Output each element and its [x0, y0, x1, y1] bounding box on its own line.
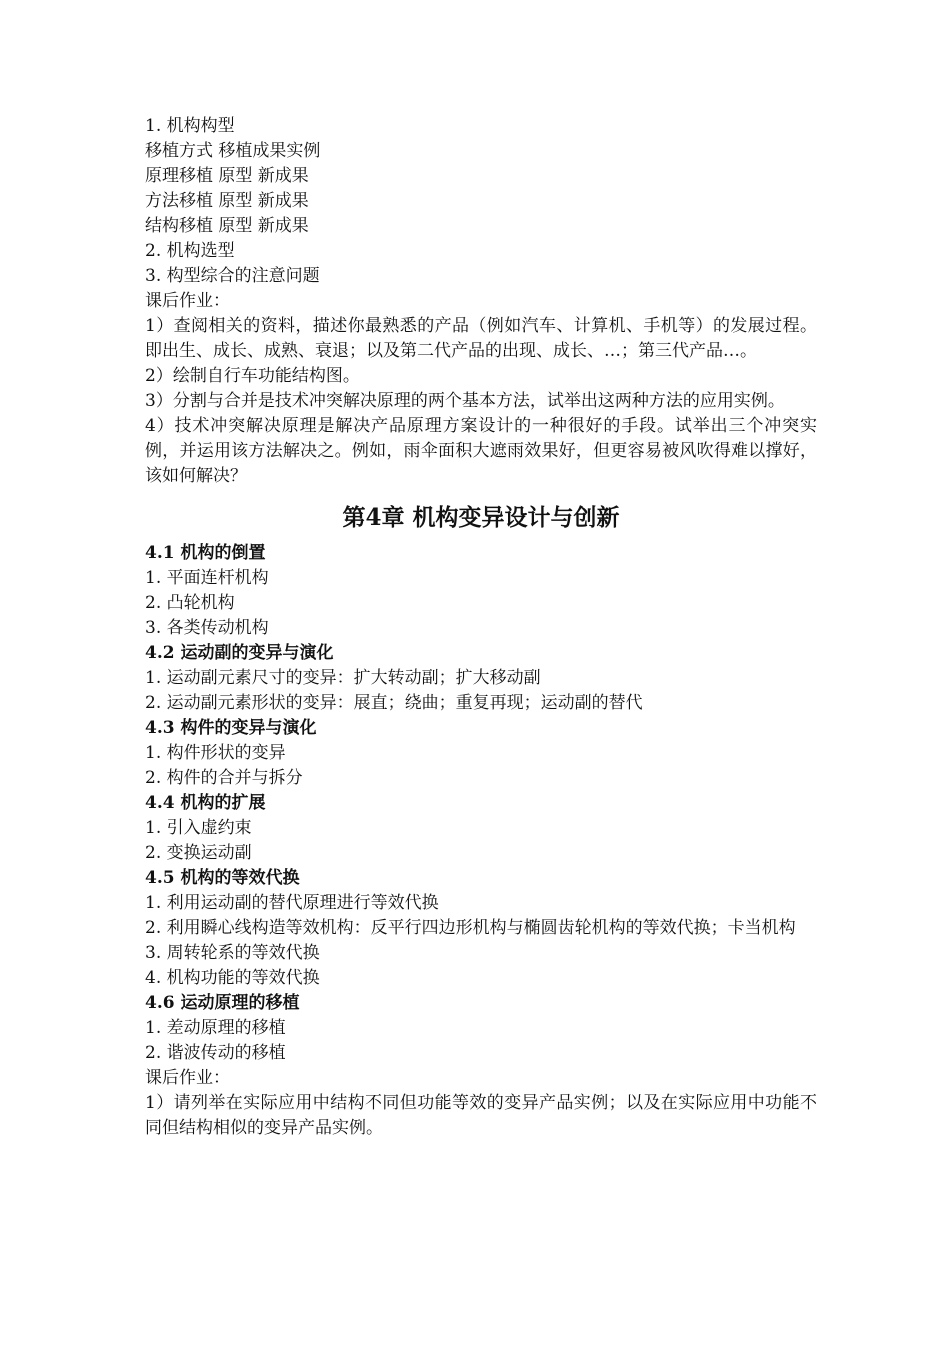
chapter-title: 第4章 机构变异设计与创新 [342, 504, 620, 531]
list-item: 2. 构件的合并与拆分 [145, 768, 303, 788]
list-item: 1. 机构构型 [145, 116, 235, 136]
section-heading: 4.1 机构的倒置 [145, 543, 266, 563]
homework-item: 1）请列举在实际应用中结构不同但功能等效的变异产品实例；以及在实际应用中功能不同但结构相似的变异产品实例。 [145, 1093, 817, 1138]
section-heading: 4.5 机构的等效代换 [145, 868, 300, 888]
homework-label: 课后作业： [145, 1068, 230, 1088]
section-heading: 4.3 构件的变异与演化 [145, 718, 317, 738]
list-item: 2. 机构选型 [145, 241, 235, 261]
document-body [145, 114, 817, 1141]
homework-label: 课后作业： [145, 291, 230, 311]
list-item: 2. 运动副元素形状的变异：展直；绕曲；重复再现；运动副的替代 [145, 693, 643, 713]
homework-item: 3）分割与合并是技术冲突解决原理的两个基本方法，试举出这两种方法的应用实例。 [145, 391, 785, 411]
homework-item: 2）绘制自行车功能结构图。 [145, 366, 360, 386]
section-heading: 4.6 运动原理的移植 [145, 993, 300, 1013]
list-item: 1. 利用运动副的替代原理进行等效代换 [145, 893, 439, 913]
list-item: 原理移植 原型 新成果 [145, 166, 309, 186]
list-item: 结构移植 原型 新成果 [145, 216, 309, 236]
section-heading: 4.4 机构的扩展 [145, 793, 266, 813]
list-item: 4. 机构功能的等效代换 [145, 968, 320, 988]
homework-item: 4）技术冲突解决原理是解决产品原理方案设计的一种很好的手段。试举出三个冲突实例，并运用该方法解决之。例如，雨伞面积大遮雨效果好，但更容易被风吹得难以撑好，该如何解决？ [145, 416, 817, 486]
list-item: 1. 引入虚约束 [145, 818, 252, 838]
list-item: 3. 各类传动机构 [145, 618, 269, 638]
list-item: 2. 变换运动副 [145, 843, 252, 863]
section-heading: 4.2 运动副的变异与演化 [145, 643, 334, 663]
list-item: 2. 凸轮机构 [145, 593, 235, 613]
list-item: 2. 利用瞬心线构造等效机构：反平行四边形机构与椭圆齿轮机构的等效代换；卡当机构 [145, 918, 796, 938]
homework-item: 1）查阅相关的资料，描述你最熟悉的产品（例如汽车、计算机、手机等）的发展过程。即出生、成长、成熟、衰退；以及第二代产品的出现、成长、…；第三代产品…。 [145, 316, 817, 361]
list-item: 1. 构件形状的变异 [145, 743, 286, 763]
list-item: 移植方式 移植成果实例 [145, 141, 321, 161]
list-item: 2. 谐波传动的移植 [145, 1043, 286, 1063]
list-item: 1. 差动原理的移植 [145, 1018, 286, 1038]
list-item: 1. 平面连杆机构 [145, 568, 269, 588]
list-item: 3. 周转轮系的等效代换 [145, 943, 320, 963]
list-item: 方法移植 原型 新成果 [145, 191, 309, 211]
list-item: 3. 构型综合的注意问题 [145, 266, 320, 286]
list-item: 1. 运动副元素尺寸的变异：扩大转动副；扩大移动副 [145, 668, 541, 688]
